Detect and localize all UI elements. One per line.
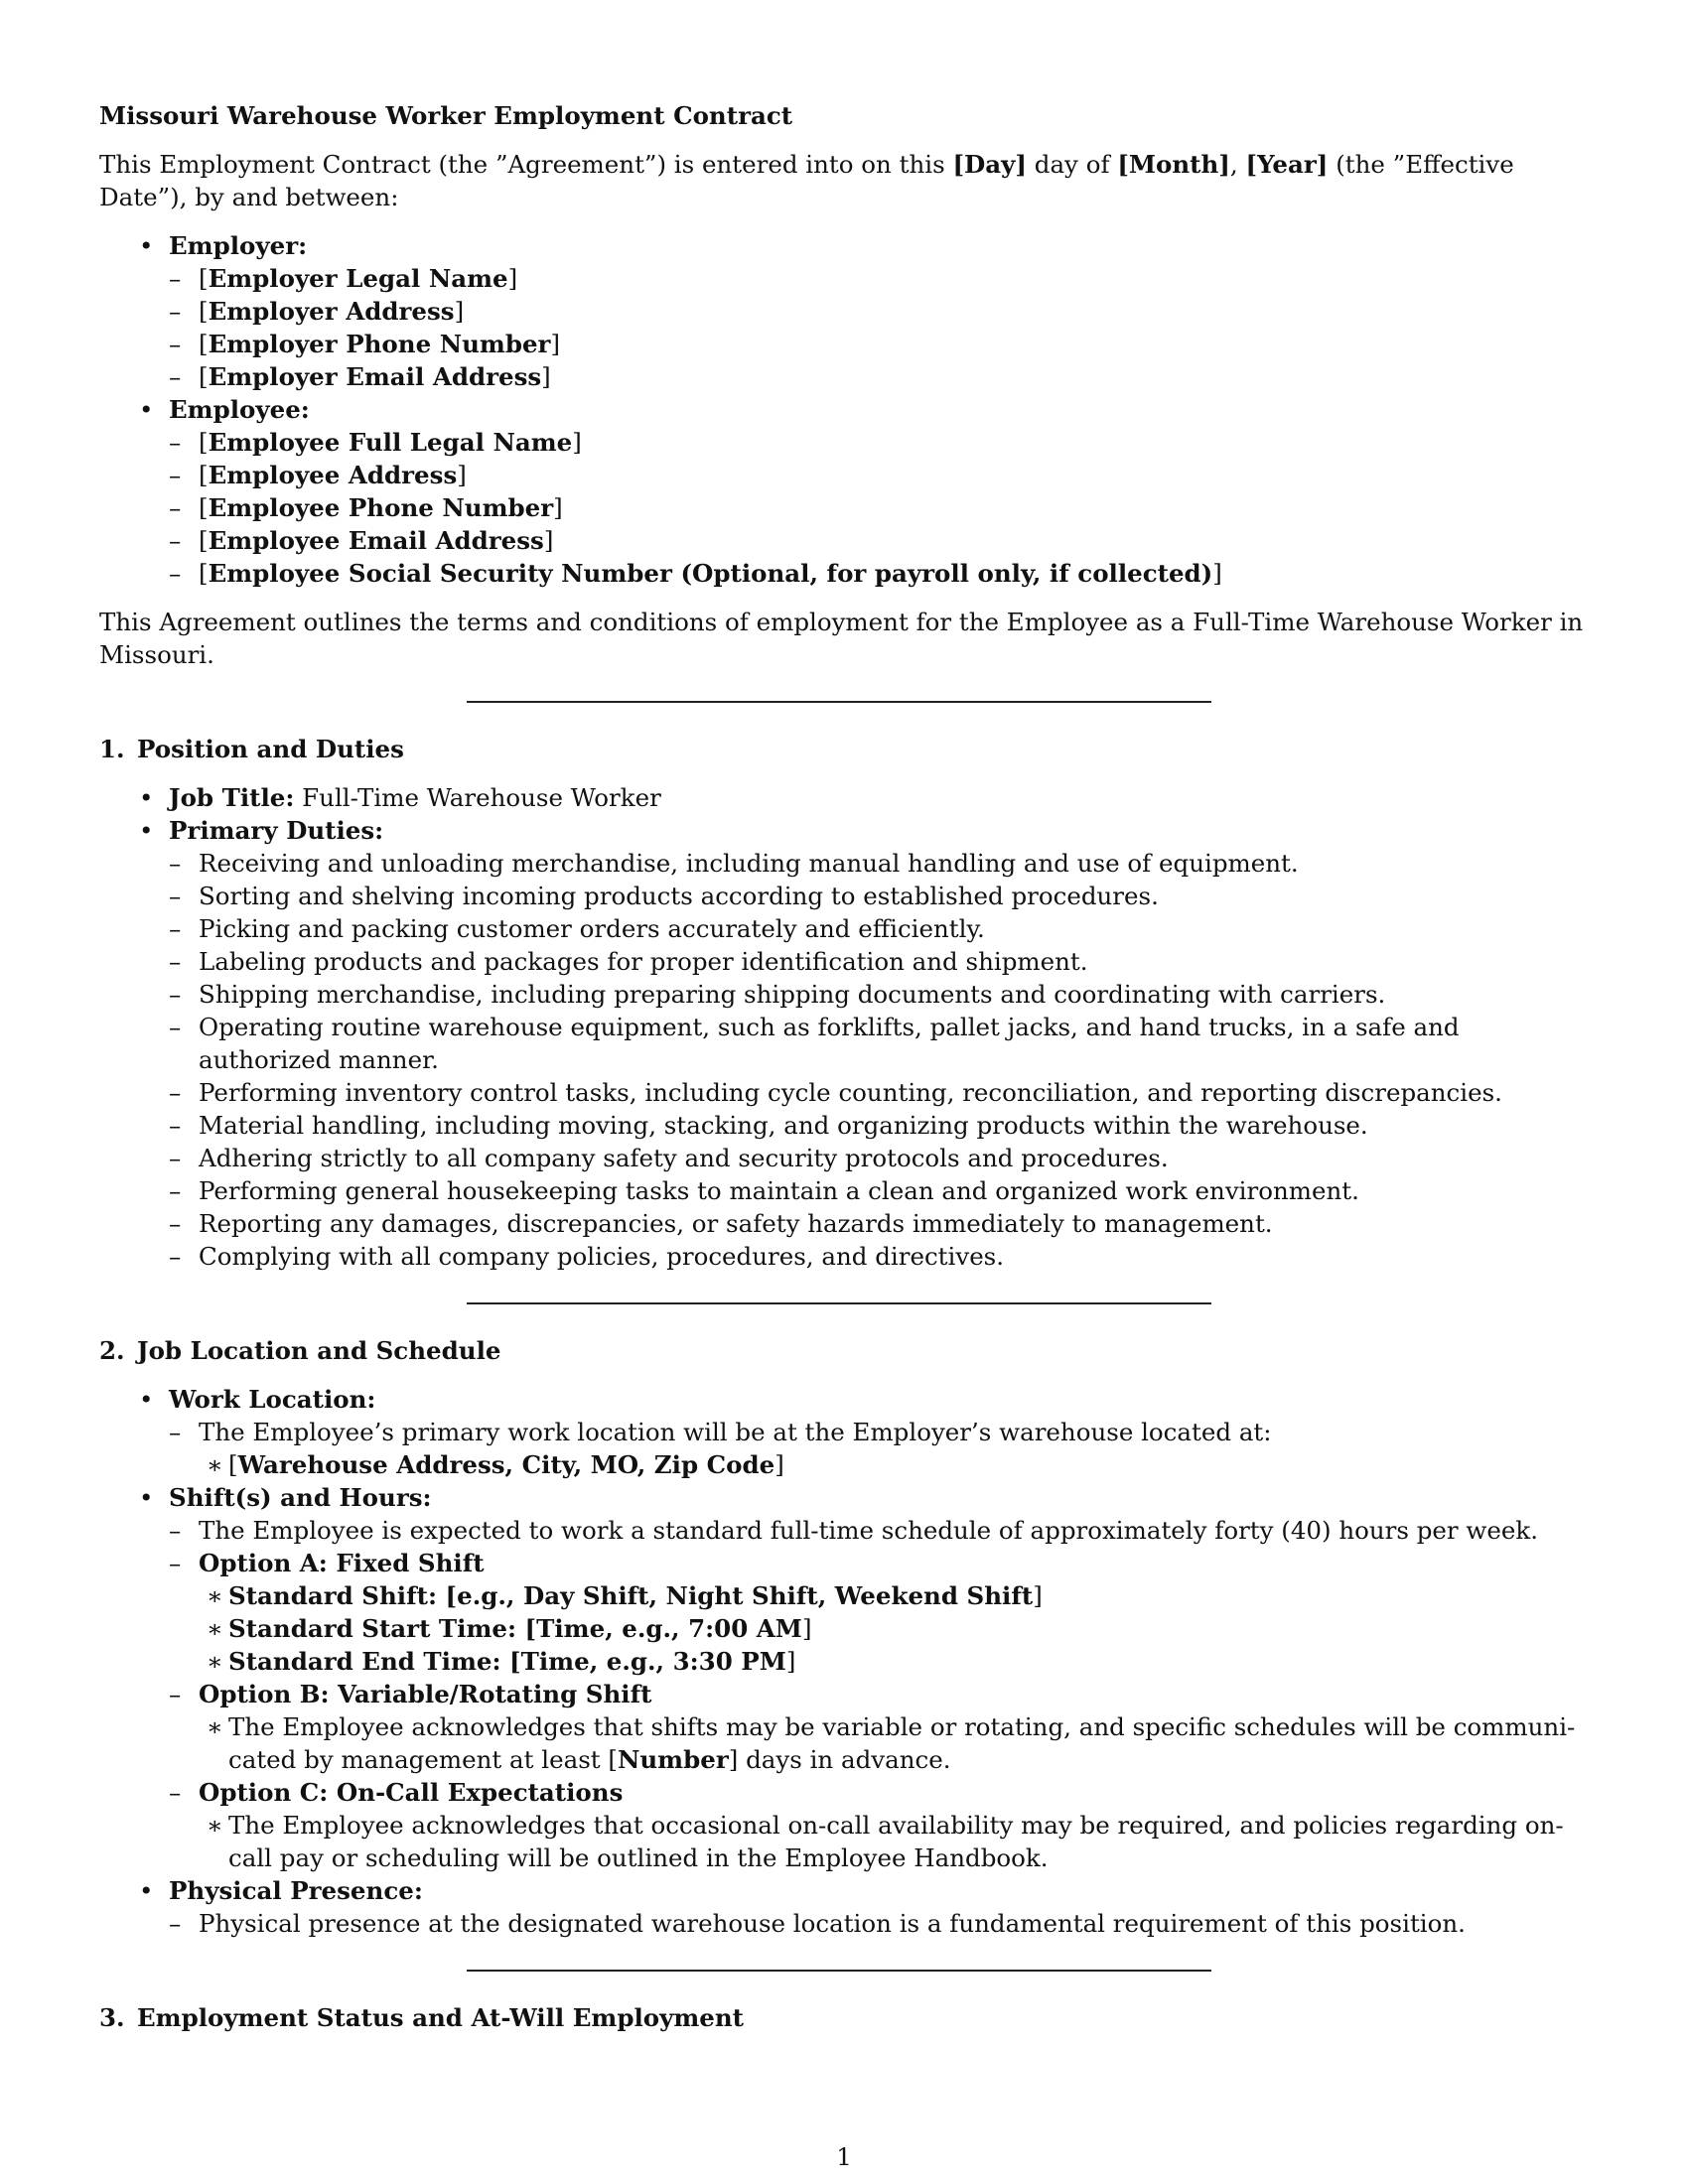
warehouse-address-list [199, 1448, 1589, 1481]
shifts-text: – The Employee is expected to work a standard full-time schedule of approximately forty (40) hours per week. [169, 1514, 1589, 1547]
outline-paragraph: This Agreement outlines the terms and conditions of employment for the Employee as a Full-Time Warehouse Worker in Missouri. [99, 608, 1584, 669]
duty-item: – Adhering strictly to all company safety and security protocols and procedures. [169, 1142, 1589, 1174]
option-b-list [199, 1710, 1589, 1776]
duty-item: – Reporting any damages, discrepancies, or safety hazards immediately to management. [169, 1207, 1589, 1240]
option-b-text: ∗ The Employee acknowledges that shifts may be variable or rotating, and specific schedules will be communi-cated by management at least [Number] days in advance. [199, 1710, 1589, 1776]
document-title: Missouri Warehouse Worker Employment Contract [99, 101, 793, 130]
option-c-label: Option C: On-Call Expectations [199, 1778, 624, 1807]
intro-text: , [1229, 150, 1246, 179]
option-a-item: ∗ Standard End Time: [Time, e.g., 3:30 PM] [199, 1645, 1589, 1678]
intro-text: This Employment Contract (the ”Agreement”) is entered into on this [99, 150, 953, 179]
option-a-item-value: e.g., Day Shift, Night Shift, Weekend Shift [457, 1581, 1034, 1610]
employee-field-text: Employee Full Legal Name [208, 428, 573, 457]
duties-list [169, 847, 1589, 1273]
section-number: 1. [99, 735, 125, 763]
shifts-label: Shift(s) and Hours: [169, 1483, 432, 1512]
employee-label: Employee: [169, 395, 310, 424]
physical-presence-sublist [169, 1907, 1589, 1940]
duty-item: – Performing general housekeeping tasks to maintain a clean and organized work environment. [169, 1174, 1589, 1207]
work-location-label: Work Location: [169, 1385, 376, 1414]
physical-presence-item [99, 1874, 1589, 1940]
shifts-item [99, 1481, 1589, 1874]
option-a-label: Option A: Fixed Shift [199, 1549, 485, 1577]
employee-field: – [Employee Email Address] [169, 524, 1589, 557]
duty-item: – Complying with all company policies, procedures, and directives. [169, 1240, 1589, 1273]
primary-duties-item [99, 814, 1589, 1273]
section-1-heading [99, 733, 1589, 765]
employee-block [99, 393, 1589, 590]
option-a-list [199, 1579, 1589, 1678]
shifts-sublist [169, 1514, 1589, 1874]
duty-item: – Material handling, including moving, stacking, and organizing products within the warehouse. [169, 1109, 1589, 1142]
option-a-item-value: Time, e.g., 7:00 AM [536, 1614, 802, 1643]
option-a-item-label: Standard End Time: [228, 1647, 510, 1676]
page-number: 1 [836, 2142, 852, 2171]
warehouse-address: ∗ [Warehouse Address, City, MO, Zip Code] [199, 1448, 1589, 1481]
duty-item: – Receiving and unloading merchandise, including manual handling and use of equipment. [169, 847, 1589, 880]
physical-presence-label: Physical Presence: [169, 1876, 423, 1905]
option-a-item: ∗ Standard Start Time: [Time, e.g., 7:00 AM] [199, 1612, 1589, 1645]
duty-item: – Shipping merchandise, including preparing shipping documents and coordinating with carriers. [169, 978, 1589, 1011]
employer-label: Employer: [169, 231, 308, 260]
employee-field-text: Employee Email Address [208, 526, 544, 555]
day-placeholder: [Day] [952, 150, 1027, 179]
option-c [169, 1776, 1589, 1874]
employee-field: – [Employee Social Security Number (Optional, for payroll only, if collected)] [169, 557, 1589, 590]
option-b-text-part: The Employee acknowledges that shifts may be variable or rotating, and specific schedules will be communi-cated by management at least [228, 1712, 1576, 1774]
physical-presence-text: – Physical presence at the designated warehouse location is a fundamental requirement of this position. [169, 1907, 1589, 1940]
option-a [169, 1547, 1589, 1678]
work-location-description: The Employee’s primary work location will be at the Employer’s warehouse located at: [199, 1418, 1272, 1446]
employee-field: – [Employee Address] [169, 459, 1589, 491]
option-a-item: ∗ Standard Shift: [e.g., Day Shift, Night Shift, Weekend Shift] [199, 1579, 1589, 1612]
section-2-list [99, 1383, 1589, 1940]
employee-field-text: Employee Social Security Number (Optional, for payroll only, if collected) [208, 559, 1213, 588]
option-b-text-part: days in advance. [738, 1745, 951, 1774]
duty-item: – Sorting and shelving incoming products according to established procedures. [169, 880, 1589, 912]
section-1-list [99, 781, 1589, 1273]
warehouse-address-text: Warehouse Address, City, MO, Zip Code [237, 1450, 775, 1479]
primary-duties-label: Primary Duties: [169, 816, 384, 845]
intro-paragraph [99, 148, 1589, 213]
work-location-item [99, 1383, 1589, 1481]
job-title-label: Job Title: [169, 783, 295, 812]
intro-text: (the ”Effective Date”), by and between: [99, 150, 1514, 211]
parties-list [99, 229, 1589, 590]
option-c-text: ∗ The Employee acknowledges that occasional on-call availability may be required, and policies regarding on-call pay or scheduling will be outlined in the Employee Handbook. [199, 1809, 1589, 1874]
option-b-label: Option B: Variable/Rotating Shift [199, 1680, 652, 1708]
section-number: 3. [99, 2003, 125, 2032]
days-number-placeholder: Number [617, 1745, 729, 1774]
duty-item: – Operating routine warehouse equipment, such as forklifts, pallet jacks, and hand trucks, in a safe and authorized manner. [169, 1011, 1589, 1076]
option-a-item-label: Standard Start Time: [228, 1614, 525, 1643]
section-divider [467, 701, 1211, 703]
employer-field-text: Employer Phone Number [208, 330, 551, 358]
employer-fields [169, 262, 1589, 393]
job-title-item [99, 781, 1589, 814]
section-divider [467, 1302, 1211, 1304]
job-title-value: Full-Time Warehouse Worker [294, 783, 661, 812]
employer-field-text: Employer Address [208, 297, 455, 326]
month-placeholder: [Month] [1117, 150, 1230, 179]
section-2-heading [99, 1334, 1589, 1367]
employer-field-text: Employer Email Address [208, 362, 542, 391]
employee-fields [169, 426, 1589, 590]
employee-field-text: Employee Address [208, 461, 458, 489]
work-location-text [169, 1416, 1589, 1481]
section-divider [467, 1970, 1211, 1972]
work-location-sublist [169, 1416, 1589, 1481]
section-title: Job Location and Schedule [137, 1336, 501, 1365]
employee-field-text: Employee Phone Number [208, 493, 554, 522]
employer-field: – [Employer Address] [169, 295, 1589, 328]
contract-page [99, 99, 1589, 2050]
duty-item: – Performing inventory control tasks, including cycle counting, reconciliation, and reporting discrepancies. [169, 1076, 1589, 1109]
option-c-list [199, 1809, 1589, 1874]
duty-item: – Picking and packing customer orders accurately and efficiently. [169, 912, 1589, 945]
employer-field: – [Employer Phone Number] [169, 328, 1589, 360]
employee-field: – [Employee Full Legal Name] [169, 426, 1589, 459]
employer-field: – [Employer Legal Name] [169, 262, 1589, 295]
employer-field: – [Employer Email Address] [169, 360, 1589, 393]
employee-field: – [Employee Phone Number] [169, 491, 1589, 524]
intro-text: day of [1026, 150, 1118, 179]
option-a-item-value: Time, e.g., 3:30 PM [520, 1647, 786, 1676]
option-a-item-label: Standard Shift: [228, 1581, 446, 1610]
employer-field-text: Employer Legal Name [208, 264, 508, 293]
section-title: Employment Status and At-Will Employment [137, 2003, 744, 2032]
section-title: Position and Duties [137, 735, 404, 763]
section-number: 2. [99, 1336, 125, 1365]
year-placeholder: [Year] [1245, 150, 1329, 179]
employer-block [99, 229, 1589, 393]
option-b [169, 1678, 1589, 1776]
section-3-heading [99, 2001, 1589, 2034]
duty-item: – Labeling products and packages for proper identification and shipment. [169, 945, 1589, 978]
